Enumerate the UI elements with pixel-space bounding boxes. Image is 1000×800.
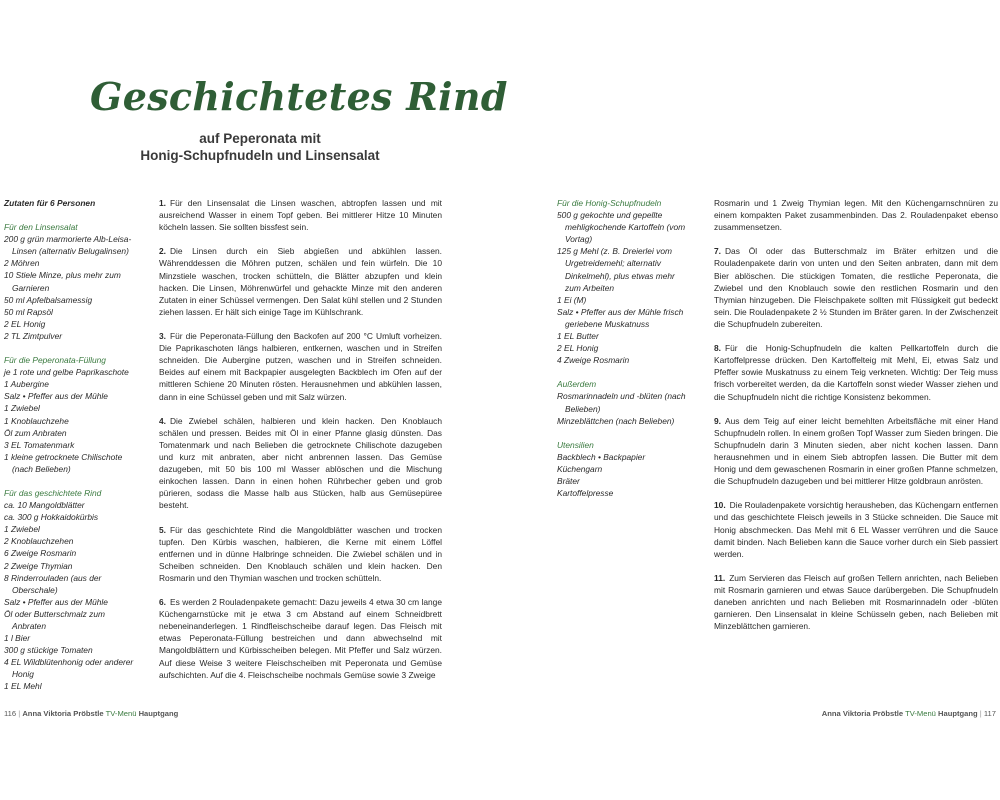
ingredient-item: 2 Zweige Thymian: [4, 560, 73, 571]
page-number-left: 116: [4, 709, 17, 718]
step-text: Rosmarin und 1 Zweig Thymian legen. Mit den Küchengarnschnüren zu einem kompakten Paket zusammenbinden. Das 2. Rouladenpaket ebenso zusammensetzen.: [714, 198, 998, 233]
ingredient-item: Salz • Pfeffer aus der Mühle: [4, 391, 108, 402]
ingredient-item: 10 Stiele Minze, plus mehr zum Garnieren: [4, 270, 121, 293]
footer-menu-right: TV-Menü: [905, 709, 936, 718]
ingredient-item: Minzeblättchen (nach Belieben): [557, 415, 675, 426]
ingredient-item: 2 Knoblauchzehen: [4, 536, 74, 547]
ingredient-item: 1 Aubergine: [4, 379, 49, 390]
ingredient-item: 300 g stückige Tomaten: [4, 645, 93, 656]
ingredients-left-column: [4, 197, 134, 693]
recipe-step: [159, 330, 442, 403]
step-text: Aus dem Teig auf einer leicht bemehlten Arbeitsfläche mit einer Hand Schupfnudeln rollen. In einem großen Topf Wasser zum Sieden bringen. Die Schupfnudeln darin 3 Minuten sieden, aber nicht kochen lassen. Dann herausnehmen und in einem Sieb abtropfen lassen. Die Butter mit dem Honig und dem gewaschenen Rosmarin in einer großen Pfanne schmelzen, die Schupfnudeln dazugeben und bei mittlerer Hitze goldbraun anrösten.: [714, 415, 998, 487]
step-text: Für das geschichtete Rind die Mangoldblätter waschen und trocken tupfen. Den Kürbis waschen, halbieren, die Kerne mit einem Löffel entfernen und in dünne Halbringe schneiden. Die Zwiebel schälen und in Scheiben schneiden. Den Knoblauch schälen und klein hacken. Den Rosmarin und den Thymian waschen und trocken schütteln.: [159, 524, 442, 583]
page-number-right: 117: [983, 709, 996, 718]
footer-course-left: Hauptgang: [138, 709, 179, 718]
step-text: Die Rouladenpakete vorsichtig herausheben, das Küchengarn entfernen und das geschichtete Fleisch jeweils in 3 Stücke schneiden. Die Sauce mit Honig abschmecken. Das Mehl mit 6 EL Wasser verrühren und die Sauce damit binden. Nach Belieben kann die Sauce vorher durch ein Sieb passiert werden.: [714, 500, 998, 559]
recipe-step: [159, 524, 442, 584]
ingredient-item: 2 EL Honig: [4, 318, 46, 329]
recipe-title: Geschichtetes Rind: [90, 74, 508, 119]
recipe-step: [714, 499, 998, 559]
ingredients-right-column: [557, 197, 692, 499]
step-number: 6.: [159, 597, 166, 608]
step-text: Für die Honig-Schupfnudeln die kalten Pellkartoffeln durch die Kartoffelpresse drücken. Den Kartoffelteig mit Mehl, Ei, etwas Salz und Pfeffer sowie Muskatnuss zu einem Teig verkneten. Wichtig: Der Teig muss frisch vorbereitet werden, da die Kartoffeln sonst wieder Wasser ziehen und die Schupfnudeln nicht die richtige Konsistenz bekommen.: [714, 343, 998, 402]
ingredient-item: 1 kleine getrocknete Chilischote (nach Belieben): [4, 451, 123, 474]
footer-author-left: Anna Viktoria Pröbstle: [22, 709, 104, 718]
step-number: 3.: [159, 331, 166, 342]
step-number: 4.: [159, 415, 166, 426]
ingredient-item: Backblech • Backpapier: [557, 451, 646, 462]
ingredient-item: 2 Möhren: [4, 258, 40, 269]
ingredient-item: 1 EL Mehl: [4, 681, 42, 692]
steps-left-column: [159, 197, 442, 693]
recipe-step: [714, 342, 998, 402]
footer-left: 116 | Anna Viktoria Pröbstle TV-Menü Hauptgang: [4, 709, 179, 718]
step-text: Zum Servieren das Fleisch auf großen Tellern anrichten, nach Belieben mit Rosmarin garnieren und etwas Sauce darübergeben. Die Schupfnudeln daneben anrichten und nach Belieben mit Rosmarinnadeln oder -blüten garnieren. Den Linsensalat in kleine Schüsseln geben, nach Belieben mit Minzeblättchen garnieren.: [714, 572, 998, 632]
ingredient-item: 2 EL Honig: [557, 343, 599, 354]
step-text: Es werden 2 Rouladenpakete gemacht: Dazu jeweils 4 etwa 30 cm lange Küchengarnstücke mit je etwa 3 cm Abstand auf einem Schneidbrett nebeneinanderlegen. 1 Rindfleischscheibe darauf legen. Das Fleisch mit etwas Peperonata-Füllung bestreichen und dann abwechselnd mit Mangoldblättern und Kürbisscheiben belegen. Mit Pfeffer und Salz würzen. Auf diese Weise 3 weitere Fleischscheiben mit Peperonata und Gemüse aufschichten. Auf die 4. Fleischscheibe nochmals Gemüse sowie 3 Zweige: [159, 597, 442, 680]
ingredient-item: 1 Zwiebel: [4, 524, 40, 535]
ingredient-item: 200 g grün marmorierte Alb-Leisa-Linsen (alternativ Belugalinsen): [4, 234, 132, 257]
ingredient-item: 50 ml Apfelbalsamessig: [4, 294, 93, 305]
steps-right-column: [714, 197, 998, 644]
ingredient-section-title: Für das geschichtete Rind: [4, 487, 102, 498]
ingredient-item: Rosmarinnadeln und -blüten (nach Belieben): [557, 391, 686, 414]
ingredient-section-title: Für die Peperonata-Füllung: [4, 355, 106, 366]
ingredient-item: 1 Zwiebel: [4, 403, 40, 414]
ingredient-item: 6 Zweige Rosmarin: [4, 548, 77, 559]
step-text: Die Linsen durch ein Sieb abgießen und abkühlen lassen. Währenddessen die Möhren putzen, schälen und fein würfeln. Die 10 Minzstiele waschen, trocken schütteln, die Blätter abzupfen und klein hacken. Die Linsen, Möhrenwürfel und gehackte Minze mit den anderen Zutaten in einer Schüssel vermengen. Den Salat kühl stellen und 2 Stunden ziehen lassen. Er hält sich einige Tage im Kühlschrank.: [159, 246, 442, 317]
ingredient-item: 3 EL Tomatenmark: [4, 439, 75, 450]
ingredient-item: 2 TL Zimtpulver: [4, 330, 63, 341]
ingredients-heading: Zutaten für 6 Personen: [4, 198, 96, 208]
ingredient-item: 8 Rinderrouladen (aus der Oberschale): [4, 572, 102, 595]
step-number: 2.: [159, 246, 166, 257]
ingredient-item: 1 Ei (M): [557, 294, 587, 305]
subtitle-line-2: Honig-Schupfnudeln und Linsensalat: [140, 148, 380, 163]
ingredient-section-title: Für die Honig-Schupfnudeln: [557, 198, 662, 208]
ingredient-section-title: Utensilien: [557, 439, 594, 450]
footer-menu-left: TV-Menü: [105, 709, 137, 718]
step-number: 8.: [714, 343, 721, 354]
ingredient-section-title: Für den Linsensalat: [4, 222, 78, 233]
step-number: 5.: [159, 524, 166, 535]
step-text: Das Öl oder das Butterschmalz im Bräter erhitzen und die Rouladenpakete darin von unten und den Seiten anbraten, dann mit dem Bier ablöschen. Die stückigen Tomaten, die restliche Peperonata, die Zwiebel und den Knoblauch sowie den restlichen Rosmarin und den Thymian hinzugeben. Die Fleischpakete sollten mit Flüssigkeit gut bedeckt sein. Die Rouladenpakete 2 ½ Stunden im Bräter garen. In der Zwischenzeit die Schupfnudeln zubereiten.: [714, 246, 998, 329]
step-number: 11.: [714, 572, 726, 583]
step-number: 1.: [159, 198, 166, 208]
ingredient-item: Salz • Pfeffer aus der Mühle: [4, 596, 108, 607]
recipe-subtitle: [100, 130, 420, 164]
footer-author-right: Anna Viktoria Pröbstle: [821, 709, 904, 718]
footer-right: Anna Viktoria Pröbstle TV-Menü Hauptgang | 117: [821, 709, 996, 718]
subtitle-line-1: auf Peperonata mit: [199, 131, 321, 146]
step-text: Für den Linsensalat die Linsen waschen, abtropfen lassen und mit ausreichend Wasser in einem Topf geben. Bei mittlerer Hitze 10 Minuten köcheln lassen. Sie sollten bissfest sein.: [159, 198, 442, 233]
step-number: 7.: [714, 246, 721, 257]
ingredient-item: je 1 rote und gelbe Paprikaschote: [4, 367, 129, 378]
ingredient-item: Bräter: [557, 475, 580, 486]
ingredient-item: 1 Knoblauchzehe: [4, 415, 69, 426]
ingredient-item: 4 EL Wildblütenhonig oder anderer Honig: [4, 657, 134, 680]
ingredient-item: 500 g gekochte und gepellte mehligkochende Kartoffeln (vom Vortag): [557, 210, 686, 245]
ingredient-item: 125 g Mehl (z. B. Dreierlei vom Urgetreidemehl; alternativ Dinkelmehl), plus etwas mehr zum Arbeiten: [557, 246, 675, 293]
step-text: Für die Peperonata-Füllung den Backofen auf 200 °C Umluft vorheizen. Die Paprikaschoten längs halbieren, entkernen, waschen und in Streifen schneiden. Die Aubergine putzen, waschen und in Streifen schneiden. Beides auf einem mit Backpapier ausgelegten Backblech im Ofen auf der mittleren Schiene 20 Minuten rösten. Herausnehmen und abkühlen lassen, dann in eine Schüssel geben und mit Salz würzen.: [159, 331, 442, 402]
ingredient-item: Öl oder Butterschmalz zum Anbraten: [4, 608, 105, 631]
ingredient-item: 4 Zweige Rosmarin: [557, 355, 630, 366]
recipe-step: [159, 197, 442, 233]
ingredient-section-title: Außerdem: [557, 379, 597, 390]
recipe-step: [159, 596, 442, 681]
ingredient-item: 50 ml Rapsöl: [4, 306, 53, 317]
recipe-step: [714, 245, 998, 330]
ingredient-item: ca. 10 Mangoldblätter: [4, 500, 85, 511]
ingredient-item: Küchengarn: [557, 463, 603, 474]
ingredient-item: Salz • Pfeffer aus der Mühle frisch geriebene Muskatnuss: [557, 306, 684, 329]
step-number: 9.: [714, 415, 721, 426]
ingredient-item: Öl zum Anbraten: [4, 427, 67, 438]
recipe-step: [714, 197, 998, 233]
ingredient-item: Kartoffelpresse: [557, 488, 614, 499]
recipe-step: [714, 415, 998, 488]
step-number: 10.: [714, 500, 726, 511]
step-text: Die Zwiebel schälen, halbieren und klein hacken. Den Knoblauch schälen und pressen. Beides mit Öl in einer Pfanne glasig dünsten. Das Tomatenmark und nach Belieben die getrocknete Chilischote dazugeben und kurz mit anbraten, aber nicht anbrennen lassen. Das Gemüse dazugeben, mit 50 bis 100 ml Wasser ablöschen und die Mischung einkochen lassen. Dann in einen hohen Rührbecher geben und grob pürieren, sodass die Masse halb aus Stücken, halb aus Gemüsepüree besteht.: [159, 415, 442, 511]
recipe-step: [714, 572, 998, 632]
ingredient-item: ca. 300 g Hokkaidokürbis: [4, 512, 99, 523]
recipe-step: [159, 245, 442, 318]
ingredient-item: 1 l Bier: [4, 633, 31, 644]
recipe-step: [159, 415, 442, 512]
footer-course-right: Hauptgang: [938, 709, 978, 718]
ingredient-item: 1 EL Butter: [557, 331, 599, 342]
